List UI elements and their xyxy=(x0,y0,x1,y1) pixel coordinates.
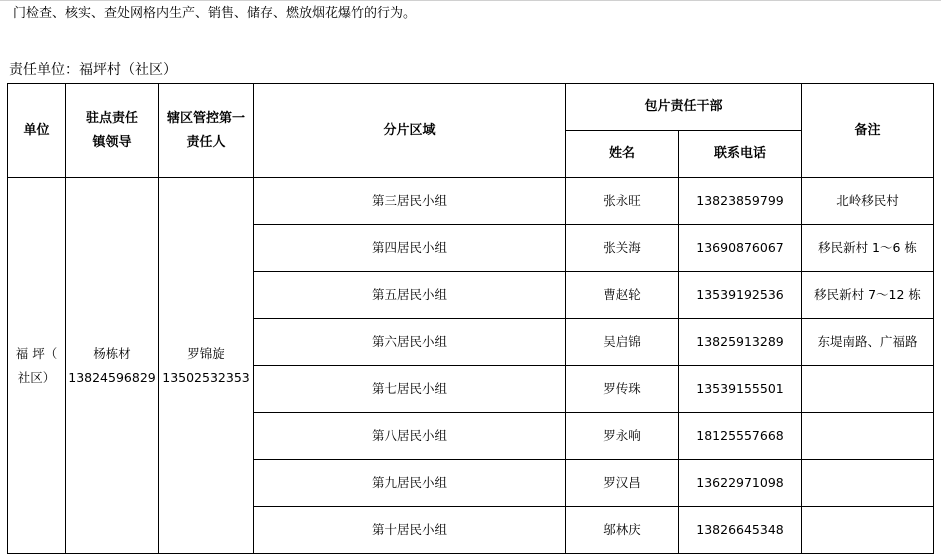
page-top-rule xyxy=(0,0,941,1)
remark-cell: 移民新村 1～6 栋 xyxy=(802,225,934,272)
station-leader-phone: 13824596829 xyxy=(68,369,156,385)
cadre-phone-cell: 13826645348 xyxy=(679,507,802,554)
area-cell: 第四居民小组 xyxy=(254,225,566,272)
cadre-phone-cell: 13539155501 xyxy=(679,366,802,413)
area-cell: 第六居民小组 xyxy=(254,319,566,366)
header-remark: 备注 xyxy=(802,84,934,178)
district-first-name: 罗锦旋 xyxy=(187,345,225,361)
area-cell: 第五居民小组 xyxy=(254,272,566,319)
remark-cell xyxy=(802,413,934,460)
intro-paragraph: 门检查、核实、查处网格内生产、销售、储存、燃放烟花爆竹的行为。 xyxy=(13,6,417,21)
cadre-phone-cell: 18125557668 xyxy=(679,413,802,460)
remark-cell: 北岭移民村 xyxy=(802,178,934,225)
district-first-phone: 13502532353 xyxy=(162,369,250,385)
remark-cell xyxy=(802,507,934,554)
cadre-name-cell: 张关海 xyxy=(566,225,679,272)
area-cell: 第七居民小组 xyxy=(254,366,566,413)
area-cell: 第九居民小组 xyxy=(254,460,566,507)
header-unit: 单位 xyxy=(8,84,66,178)
cadre-name-cell: 曹赵轮 xyxy=(566,272,679,319)
station-leader-cell xyxy=(66,178,159,554)
cadre-name-cell: 吴启锦 xyxy=(566,319,679,366)
unit-cell: 福 坪（ 社区） xyxy=(8,178,66,554)
responsibility-table xyxy=(7,83,934,554)
cadre-phone-cell: 13823859799 xyxy=(679,178,802,225)
cadre-name-cell: 罗汉昌 xyxy=(566,460,679,507)
area-cell: 第八居民小组 xyxy=(254,413,566,460)
area-cell: 第十居民小组 xyxy=(254,507,566,554)
station-leader-name: 杨栋材 xyxy=(93,345,131,361)
cadre-phone-cell: 13825913289 xyxy=(679,319,802,366)
cadre-name-cell: 罗传珠 xyxy=(566,366,679,413)
remark-cell xyxy=(802,460,934,507)
header-cadre-group: 包片责任干部 xyxy=(566,84,802,131)
remark-cell: 东堤南路、广福路 xyxy=(802,319,934,366)
responsible-unit-label: 责任单位：福坪村（社区） xyxy=(9,62,177,78)
cadre-phone-cell: 13539192536 xyxy=(679,272,802,319)
header-station-leader: 驻点责任镇领导 xyxy=(66,84,159,178)
remark-cell xyxy=(802,366,934,413)
table-row xyxy=(8,178,934,225)
cadre-name-cell: 邬林庆 xyxy=(566,507,679,554)
cadre-name-cell: 罗永响 xyxy=(566,413,679,460)
area-cell: 第三居民小组 xyxy=(254,178,566,225)
header-area: 分片区域 xyxy=(254,84,566,178)
header-name: 姓名 xyxy=(566,131,679,178)
cadre-phone-cell: 13622971098 xyxy=(679,460,802,507)
remark-cell: 移民新村 7～12 栋 xyxy=(802,272,934,319)
header-district-first-responsible: 辖区管控第一责任人 xyxy=(159,84,254,178)
district-first-cell xyxy=(159,178,254,554)
cadre-name-cell: 张永旺 xyxy=(566,178,679,225)
header-phone: 联系电话 xyxy=(679,131,802,178)
cadre-phone-cell: 13690876067 xyxy=(679,225,802,272)
